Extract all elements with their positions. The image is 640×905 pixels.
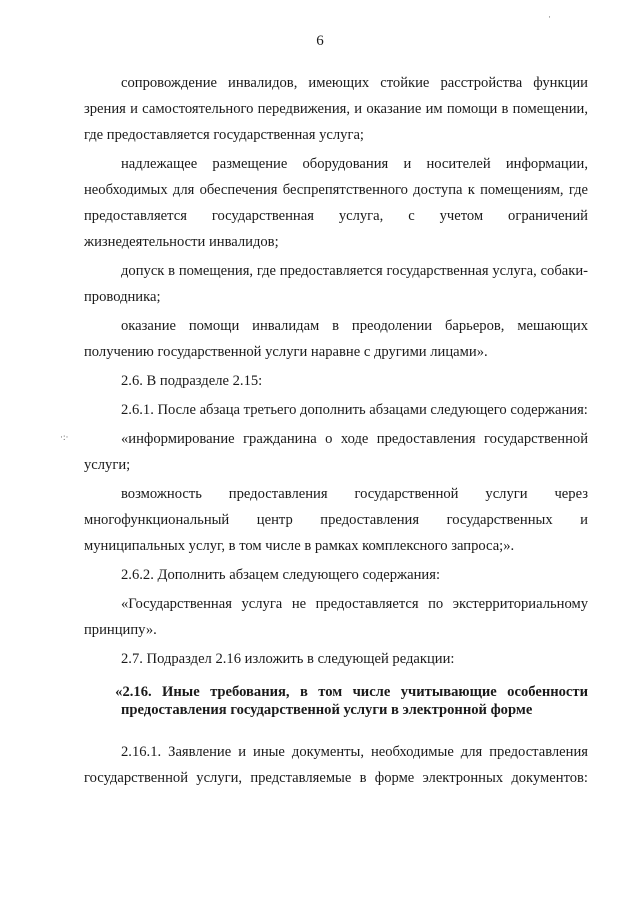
paragraph: 2.6.2. Дополнить абзацем следующего содержания: <box>121 567 441 583</box>
page-number: 6 <box>316 33 324 49</box>
scan-speck: ·:· <box>60 432 69 442</box>
paragraph: сопровождение инвалидов, имеющих стойкие расстройства функции зрения и самостоятельного передвижения, и оказание им помощи в помещении, где предоставляется государственная услуга; <box>84 75 588 143</box>
scan-speck: · <box>548 12 551 22</box>
paragraph: оказание помощи инвалидам в преодолении барьеров, мешающих получению государственной услуги наравне с другими лицами». <box>84 318 588 360</box>
paragraph: 2.6. В подразделе 2.15: <box>121 373 263 389</box>
paragraph: надлежащее размещение оборудования и носителей информации, необходимых для обеспечения беспрепятственного доступа к помещениям, где предоставляется государственная услуга, с учетом ограничений жизнедеятельности инвалидов; <box>84 156 588 250</box>
paragraph: 2.7. Подраздел 2.16 изложить в следующей редакции: <box>121 651 455 667</box>
paragraph: 2.6.1. После абзаца третьего дополнить абзацами следующего содержания: <box>121 402 588 418</box>
paragraph: возможность предоставления государственной услуги через многофункциональный центр предоставления государственных и муниципальных услуг, в том числе в рамках комплексного запроса;». <box>84 486 588 554</box>
section-heading: «2.16. Иные требования, в том числе учитывающие особенности предоставления государственной услуги в электронной форме <box>115 684 588 718</box>
paragraph: 2.16.1. Заявление и иные документы, необходимые для предоставления государственной услуги, представляемые в форме электронных документов: <box>84 744 588 786</box>
paragraph: «информирование гражданина о ходе предоставления государственной услуги; <box>84 431 588 473</box>
document-body <box>84 70 588 794</box>
paragraph: «Государственная услуга не предоставляется по экстерриториальному принципу». <box>84 596 588 638</box>
paragraph: допуск в помещения, где предоставляется государственная услуга, собаки-проводника; <box>84 263 588 305</box>
